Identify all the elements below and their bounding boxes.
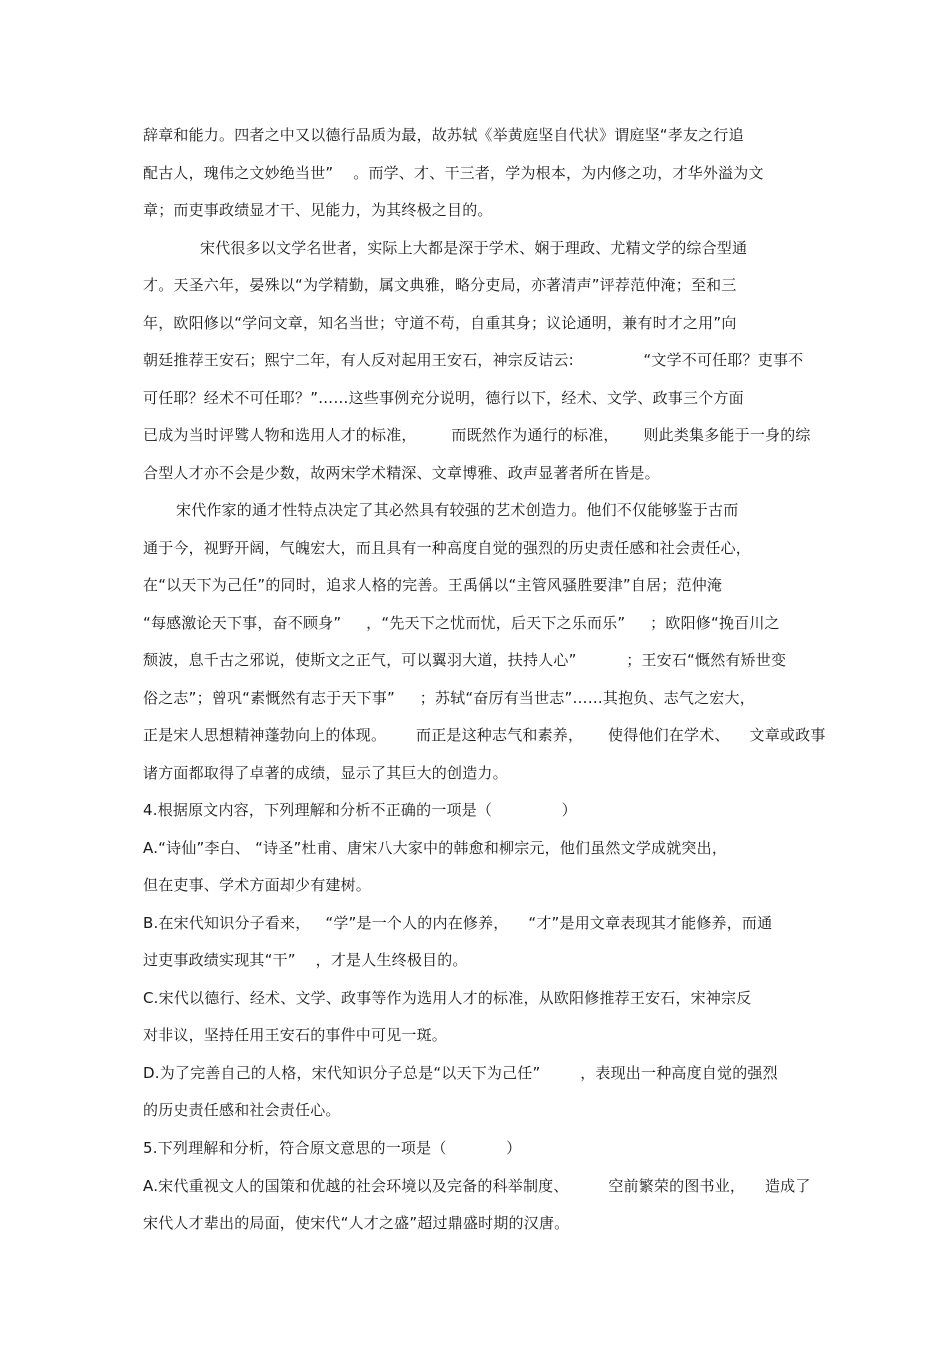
para1-line-1: 辞章和能力。四者之中又以德行品质为最，故苏轼《举黄庭坚自代状》谓庭坚“孝友之行追 (143, 126, 744, 144)
para2-line-3: 年，欧阳修以“学问文章，知名当世；守道不苟，自重其身；议论通明，兼有时才之用”向 (143, 314, 737, 332)
question-4-option-d-line-1: D.为了完善自己的人格，宋代知识分子总是“以天下为己任” ，表现出一种高度自觉的强烈 (143, 1064, 778, 1082)
para2-line-1: 宋代很多以文学名世者，实际上大都是深于学术、娴于理政、尤精文学的综合型通 (200, 239, 748, 257)
para1-line-3: 章；而吏事政绩显才干、见能力，为其终极之目的。 (143, 201, 493, 219)
para3-line-3: 在“以天下为己任”的同时，追求人格的完善。王禹偁以“主管风骚胜要津”自居；范仲淹 (143, 576, 723, 594)
question-4-option-d-line-2: 的历史责任感和社会责任心。 (143, 1101, 341, 1119)
para2-line-7: 合型人才亦不会是少数，故两宋学术精深、文章博雅、政声显著者所在皆是。 (143, 464, 660, 482)
question-4-option-c-line-1: C.宋代以德行、经术、文学、政事等作为选用人才的标准，从欧阳修推荐王安石，宋神宗反 (143, 989, 752, 1007)
para3-line-2: 通于今，视野开阔，气魄宏大，而且具有一种高度自觉的强烈的历史责任感和社会责任心， (143, 539, 752, 557)
question-4-option-b-line-1: B.在宋代知识分子看来， “学”是一个人的内在修养， “才”是用文章表现其才能修养，而通 (143, 914, 773, 932)
question-5-option-a-line-2: 宋代人才辈出的局面，使宋代“人才之盛”超过鼎盛时期的汉唐。 (143, 1214, 570, 1232)
para2-line-6: 已成为当时评骘人物和选用人才的标准， 而既然作为通行的标准， 则此类集多能于一身的综 (143, 426, 811, 444)
para3-line-1: 宋代作家的通才性特点决定了其必然具有较强的艺术创造力。他们不仅能够鉴于古而 (176, 501, 739, 519)
para3-line-5: 颓波，息千古之邪说，使斯文之正气，可以翼羽大道，扶持人心” ；王安石“慨然有矫世变 (143, 651, 787, 669)
para2-line-2: 才。天圣六年，晏殊以“为学精勤，属文典雅，略分吏局，亦著清声”评荐范仲淹；至和三 (143, 276, 737, 294)
question-4-option-a-line-2: 但在吏事、学术方面却少有建树。 (143, 876, 372, 894)
para3-line-7: 正是宋人思想精神蓬勃向上的体现。 而正是这种志气和素养， 使得他们在学术、 文章或政事 (143, 726, 826, 744)
para1-line-2: 配古人，瑰伟之文妙绝当世” 。而学、才、干三者，学为根本，为内修之功，才华外溢为文 (143, 164, 764, 182)
para3-line-8: 诸方面都取得了卓著的成绩，显示了其巨大的创造力。 (143, 764, 508, 782)
question-4-option-c-line-2: 对非议，坚持任用王安石的事件中可见一斑。 (143, 1026, 448, 1044)
question-4-option-b-line-2: 过吏事政绩实现其“干” ，才是人生终极目的。 (143, 951, 468, 969)
question-5-option-a-line-1: A.宋代重视文人的国策和优越的社会环境以及完备的科举制度、 空前繁荣的图书业， 造成了 (143, 1177, 811, 1195)
para2-line-4: 朝廷推荐王安石；熙宁二年，有人反对起用王安石，神宗反诘云: “文学不可任耶？吏事不 (143, 351, 804, 369)
para2-line-5: 可任耶？经术不可任耶？”……这些事例充分说明，德行以下，经术、文学、政事三个方面 (143, 389, 744, 407)
question-4-option-a-line-1: A.“诗仙”李白、 “诗圣”杜甫、唐宋八大家中的韩愈和柳宗元，他们虽然文学成就突出， (143, 839, 728, 857)
para3-line-4: “每感激论天下事，奋不顾身” ，“先天下之忧而忧，后天下之乐而乐” ；欧阳修“挽百川之 (143, 614, 780, 632)
para3-line-6: 俗之志”；曾巩“素慨然有志于天下事” ；苏轼“奋厉有当世志”……其抱负、志气之宏大， (143, 689, 755, 707)
question-5-stem: 5.下列理解和分析，符合原文意思的一项是（ ） (143, 1139, 522, 1157)
question-4-stem: 4.根据原文内容，下列理解和分析不正确的一项是（ ） (143, 801, 577, 819)
